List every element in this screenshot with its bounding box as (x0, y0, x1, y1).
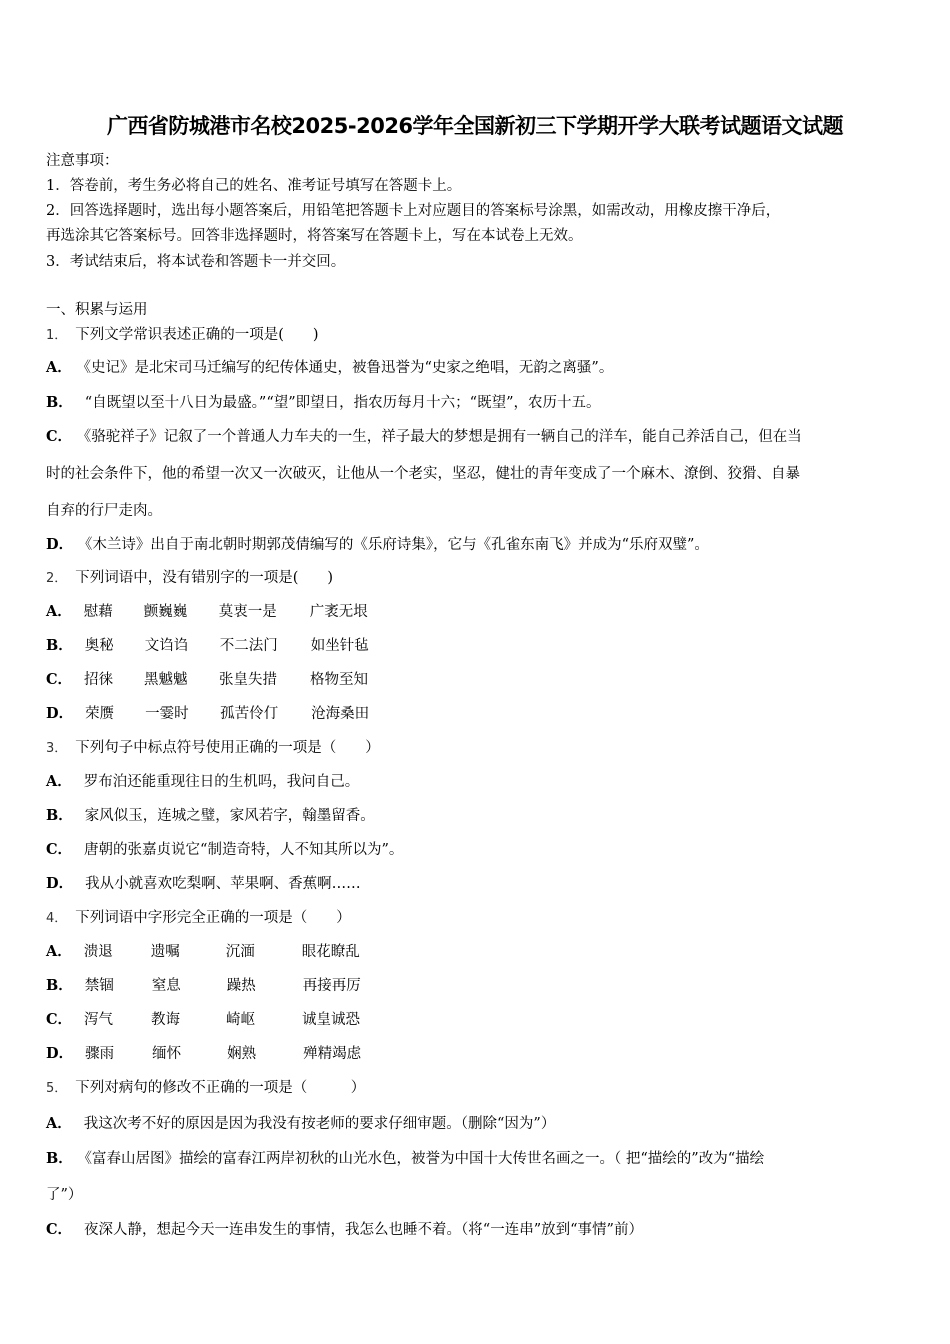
word: 再接再厉 (302, 978, 361, 994)
page-title: 广西省防城港市名校2025-2026学年全国新初三下学期开学大联考试题语文试题 (106, 114, 844, 138)
option-text: 我这次考不好的原因是因为我没有按老师的要求仔细审题。（删除“因为”） (83, 1116, 556, 1132)
option (46, 670, 368, 690)
option-label: B． (46, 394, 73, 411)
option-text: 唐朝的张嘉贞说它“制造奇特，人不知其所以为”。 (84, 842, 404, 858)
question-text: 下列对病句的修改不正确的一项是（ ） (75, 1080, 366, 1096)
word: 禁锢 (84, 978, 114, 994)
word: 一霎时 (145, 706, 189, 722)
option-label: B． (46, 977, 73, 994)
option-label: B． (46, 637, 73, 654)
option-label: C． (46, 428, 73, 445)
word: 崎岖 (226, 1012, 256, 1028)
option (46, 942, 360, 962)
word: 荣赝 (85, 706, 115, 722)
option-text: 《木兰诗》出自于南北朝时期郭茂倩编写的《乐府诗集》，它与《孔雀东南飞》并成为“乐府双璧”。 (85, 537, 709, 553)
option (46, 393, 601, 413)
word: 沉湎 (225, 944, 255, 960)
option-label: A． (46, 359, 72, 376)
word: 奥秘 (84, 638, 114, 654)
question-number: 1． (46, 328, 68, 343)
option (46, 1220, 643, 1240)
option (46, 602, 368, 622)
option-continuation: 了”） (46, 1187, 83, 1203)
option-label: D． (46, 1045, 74, 1062)
word: 不二法门 (219, 638, 278, 654)
word: 骤雨 (85, 1046, 115, 1062)
question-stem (46, 325, 319, 346)
question-stem (46, 908, 351, 929)
word: 殚精竭虑 (303, 1046, 362, 1062)
question-text: 下列词语中，没有错别字的一项是( ) (75, 570, 334, 586)
option-label: C． (46, 1221, 73, 1238)
word: 眼花瞭乱 (301, 944, 360, 960)
option (46, 1044, 361, 1064)
option (46, 1149, 764, 1169)
option (46, 874, 361, 894)
word: 黑魆魆 (144, 672, 188, 688)
option-label: A． (46, 1115, 72, 1132)
option-label: D． (46, 536, 74, 553)
option (46, 535, 709, 555)
notice-item: 2．回答选择题时，选出每小题答案后，用铅笔把答题卡上对应题目的答案标号涂黑，如需改动，用橡皮擦干净后， (46, 203, 781, 219)
question-stem (46, 738, 380, 759)
question-number: 3． (46, 741, 68, 756)
question-stem (46, 1078, 365, 1099)
option (46, 1114, 555, 1134)
option (46, 772, 359, 792)
option-text: “自既望以至十八日为最盛。”“望”即望日，指农历每月十六；“既望”，农历十五。 (84, 395, 601, 411)
word: 孤苦伶仃 (220, 706, 279, 722)
option-label: B． (46, 1150, 73, 1167)
word: 慰藉 (83, 604, 113, 620)
word: 溃退 (83, 944, 113, 960)
word: 躁热 (226, 978, 256, 994)
question-number: 5． (46, 1081, 68, 1096)
word: 张皇失措 (219, 672, 278, 688)
question-stem (46, 568, 333, 589)
word: 沧海桑田 (311, 706, 370, 722)
option (46, 806, 375, 826)
question-number: 2． (46, 571, 68, 586)
option-text: 《骆驼祥子》记叙了一个普通人力车夫的一生，祥子最大的梦想是拥有一辆自己的洋车，能自己养活自己，但在当 (84, 429, 802, 445)
question-text: 下列词语中字形完全正确的一项是（ ） (75, 910, 351, 926)
notice-heading: 注意事项： (46, 153, 119, 169)
option-label: D． (46, 705, 74, 722)
option-label: D． (46, 875, 74, 892)
word: 窒息 (151, 978, 181, 994)
word: 如坐针毡 (310, 638, 369, 654)
option-label: A． (46, 603, 72, 620)
word: 莫衷一是 (218, 604, 277, 620)
question-text: 下列句子中标点符号使用正确的一项是（ ） (75, 740, 380, 756)
option-text: 《富春山居图》描绘的富春江两岸初秋的山光水色，被誉为中国十大传世名画之一。（ 把“描绘的”改为“描绘 (84, 1151, 765, 1167)
option (46, 840, 403, 860)
option (46, 358, 613, 378)
notice-item: 3．考试结束后，将本试卷和答题卡一并交回。 (46, 254, 346, 270)
option-text: 夜深人静，想起今天一连串发生的事情，我怎么也睡不着。（将“一连串”放到“事情”前） (84, 1222, 643, 1238)
word: 娴熟 (227, 1046, 257, 1062)
word: 广袤无垠 (309, 604, 368, 620)
word: 文诌诌 (144, 638, 189, 654)
option-text: 《史记》是北宋司马迁编写的纪传体通史，被鲁迅誉为“史家之绝唱，无韵之离骚”。 (83, 360, 614, 376)
option (46, 636, 369, 656)
word: 缅怀 (152, 1046, 182, 1062)
option (46, 704, 369, 724)
option-continuation: 自弃的行尸走肉。 (46, 503, 162, 519)
question-text: 下列文学常识表述正确的一项是( ) (75, 327, 319, 343)
word: 遗嘱 (150, 944, 180, 960)
option-label: A． (46, 773, 72, 790)
word: 诚皇诚恐 (302, 1012, 361, 1028)
word: 教诲 (151, 1012, 181, 1028)
option (46, 1010, 360, 1030)
option-label: B． (46, 807, 73, 824)
notice-item: 再选涂其它答案标号。回答非选择题时，将答案写在答题卡上，写在本试卷上无效。 (46, 228, 583, 244)
section-heading: 一、积累与运用 (46, 302, 148, 318)
option-label: C． (46, 1011, 73, 1028)
word: 颤巍巍 (143, 604, 188, 620)
option-text: 家风似玉，连城之璧，家风若字，翰墨留香。 (84, 808, 375, 824)
option (46, 427, 802, 447)
notice-item: 1．答卷前，考生务必将自己的姓名、准考证号填写在答题卡上。 (46, 178, 462, 194)
option-text: 罗布泊还能重现往日的生机吗，我问自己。 (83, 774, 360, 790)
option-text: 我从小就喜欢吃梨啊、苹果啊、香蕉啊…… (85, 876, 361, 892)
question-number: 4． (46, 911, 68, 926)
option-label: A． (46, 943, 72, 960)
word: 格物至知 (310, 672, 369, 688)
option (46, 976, 361, 996)
word: 招徕 (84, 672, 114, 688)
word: 泻气 (84, 1012, 114, 1028)
option-label: C． (46, 671, 73, 688)
option-label: C． (46, 841, 73, 858)
option-continuation: 时的社会条件下，他的希望一次又一次破灭，让他从一个老实，坚忍，健壮的青年变成了一个麻木、潦倒、狡猾、自暴 (46, 466, 800, 482)
